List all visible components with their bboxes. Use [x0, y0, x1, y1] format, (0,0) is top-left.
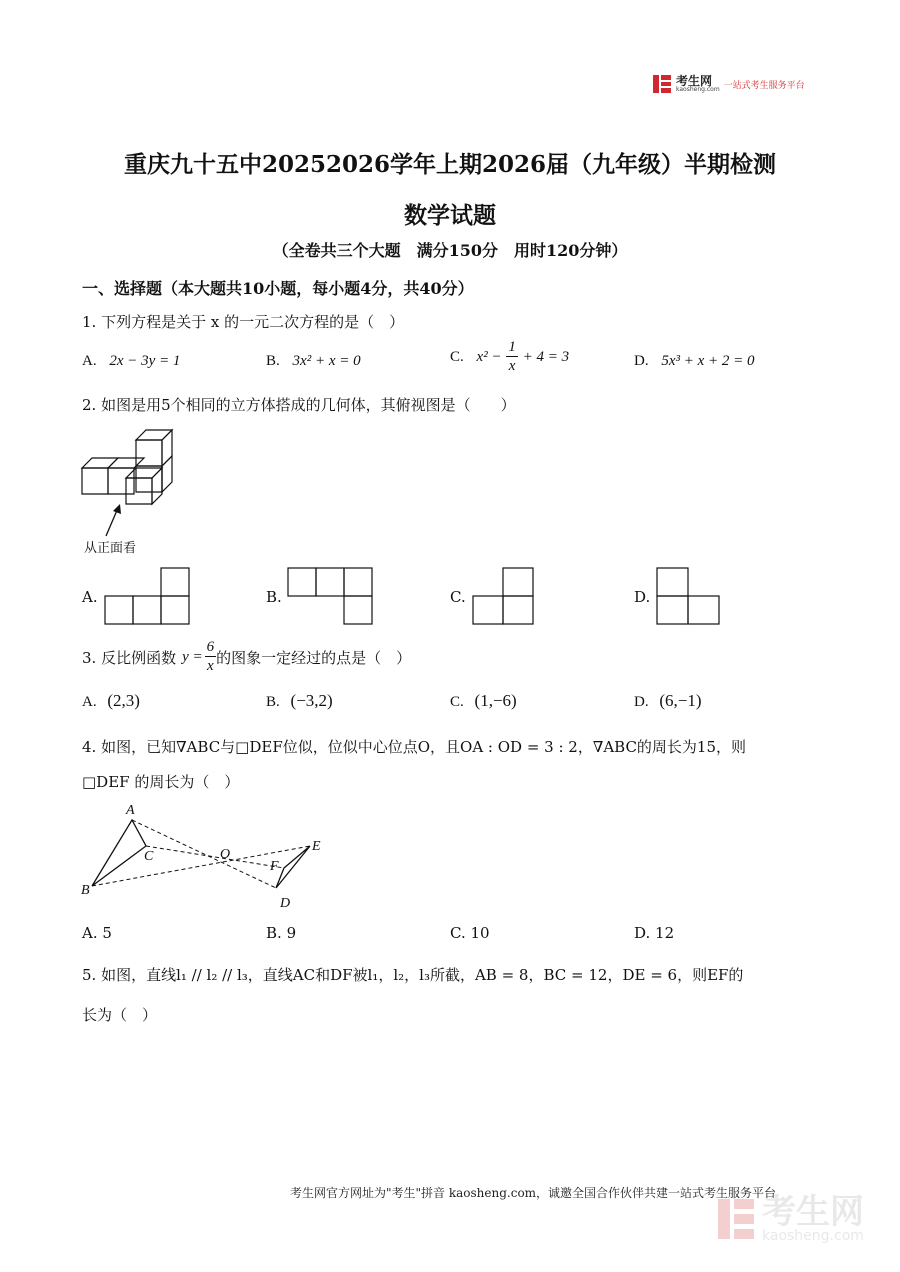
q3-option-b[interactable]: B. (−3,2) — [266, 691, 333, 710]
question-4-line1: 4. 如图，已知∇ABC与□DEF位似，位似中心位点O，且OA : OD = 3 : 2，∇ABC的周长为15，则 — [82, 738, 747, 756]
brand-slogan: 一站式考生服务平台 — [723, 80, 805, 91]
question-5-line1: 5. 如图，直线l₁ // l₂ // l₃，直线AC和DF被l₁，l₂，l₃所截，AB = 8，BC = 12，DE = 6，则EF的 — [82, 966, 744, 984]
q2-option-c-grid[interactable] — [472, 566, 536, 626]
header-logo — [652, 72, 805, 96]
q1-option-d-text: 5x³ + x + 2 = 0 — [661, 353, 755, 369]
brand-name: 考生网 — [676, 74, 713, 88]
point-d-label: D — [280, 896, 291, 911]
q3-option-d[interactable]: D. (6,−1) — [634, 691, 702, 710]
question-2-stem: 2. 如图是用5个相同的立方体搭成的几何体，其俯视图是（ ） — [82, 396, 516, 414]
q1-option-d[interactable]: D. 5x³ + x + 2 = 0 — [634, 353, 755, 369]
brand-logo-icon — [652, 74, 672, 94]
q4-option-b[interactable]: B. 9 — [266, 924, 297, 942]
q1-option-c[interactable]: C. x² − $\frac{1}{x}$ + 4 = 3 — [450, 339, 570, 374]
watermark-domain: kaosheng.com — [762, 1228, 864, 1244]
point-a-label: A — [126, 803, 135, 818]
watermark-logo-icon — [716, 1197, 756, 1241]
question-1-stem: 1. 下列方程是关于 x 的一元二次方程的是（ ） — [82, 313, 405, 331]
q4-option-a[interactable]: A. 5 — [82, 924, 112, 942]
exam-subject: 数学试题 — [404, 202, 496, 229]
page-footer: 考生网官方网址为"考生"拼音 kaosheng.com，诚邀全国合作伙伴共建一站式考生服务平台 — [290, 1186, 777, 1200]
watermark — [716, 1192, 864, 1244]
q1-option-b-text: 3x² + x = 0 — [292, 353, 361, 369]
q1-option-a-text: 2x − 3y = 1 — [109, 353, 181, 369]
q2-option-c-label[interactable]: C. — [450, 588, 466, 606]
watermark-name: 考生网 — [762, 1192, 864, 1232]
question-4-line2: □DEF 的周长为（ ） — [82, 773, 240, 791]
point-b-label: B — [81, 883, 90, 898]
q2-option-a-label[interactable]: A. — [82, 588, 98, 606]
point-o-label: O — [220, 847, 231, 862]
point-f-label: F — [270, 859, 279, 874]
exam-title: 重庆九十五中20252026学年上期2026届（九年级）半期检测 — [123, 151, 777, 178]
q3-option-a[interactable]: A. (2,3) — [82, 691, 140, 710]
q3-fraction: $\frac{6}{x}$ — [206, 639, 215, 674]
q2-option-b-label[interactable]: B. — [266, 588, 282, 606]
q2-option-d-label[interactable]: D. — [634, 588, 651, 606]
q1-option-b[interactable]: B. 3x² + x = 0 — [266, 353, 361, 369]
q2-view-caption: 从正面看 — [84, 541, 137, 556]
point-c-label: C — [144, 849, 154, 864]
question-5-line2: 长为（ ） — [82, 1006, 158, 1024]
section-heading: 一、选择题（本大题共10小题，每小题4分，共40分） — [82, 279, 474, 298]
q1-option-a[interactable]: A. 2x − 3y = 1 — [82, 353, 181, 369]
exam-info: （全卷共三个大题 满分150分 用时120分钟） — [272, 241, 628, 260]
q3-option-c[interactable]: C. (1,−6) — [450, 691, 517, 710]
q2-cube-figure — [80, 426, 180, 518]
q2-option-d-grid[interactable] — [656, 566, 722, 626]
q2-option-b-grid[interactable] — [287, 566, 375, 626]
q2-option-a-grid[interactable] — [104, 566, 192, 626]
brand-domain: kaosheng.com — [676, 86, 720, 93]
q4-option-c[interactable]: C. 10 — [450, 924, 490, 942]
q1-option-c-fraction: $\frac{1}{x}$ — [508, 339, 516, 374]
question-3-stem: 3. 反比例函数 y = $\frac{6}{x}$ 的图象一定经过的点是（ ） — [82, 639, 412, 674]
point-e-label: E — [312, 839, 321, 854]
q4-homothety-figure — [78, 800, 338, 912]
view-direction-arrow-icon — [98, 502, 128, 538]
q4-option-d[interactable]: D. 12 — [634, 924, 675, 942]
